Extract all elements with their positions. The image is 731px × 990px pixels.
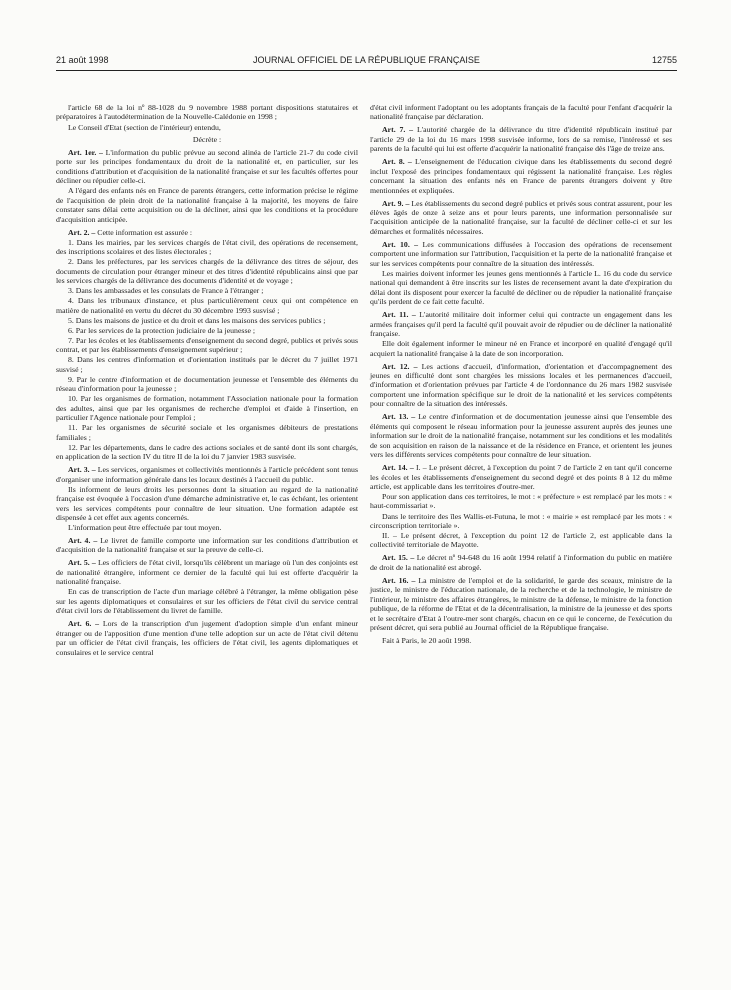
paragraph bbox=[56, 465, 358, 484]
paragraph-text: 1. Dans les mairies, par les services chargés de l'état civil, des opérations de recensement, des inscriptions scolaires et des listes électorales ; bbox=[56, 237, 358, 257]
header-rule bbox=[56, 70, 677, 71]
paragraph-text: L'enseignement de l'éducation civique dans les établissements du second degré inclut l'exposé des principes fondamentaux qui régissent la nationalité française. Les règles concernant la situation des enfants nés en France de parents étrangers doivent y être mentionnées et expliquées. bbox=[370, 157, 672, 195]
article-label: Art. 2. – bbox=[68, 227, 96, 237]
paragraph-text: 12. Par les départements, dans le cadre des actions sociales et de santé dont ils sont chargés, en application de la section IV du titre II de la loi du 7 janvier 1983 susvisée. bbox=[56, 442, 358, 462]
article-label: Art. 16. – bbox=[382, 575, 416, 585]
paragraph-text: 6. Par les services de la protection judiciaire de la jeunesse ; bbox=[68, 325, 256, 335]
paragraph-text: L'information du public prévue au second alinéa de l'article 21-7 du code civil porte sur les principes fondamentaux du droit de la nationalité et, en particulier, sur les conditions d'attribution et d'acquisition de la nationalité française et sur les facultés offertes pour décliner ou répudier celle-ci. bbox=[56, 147, 358, 186]
paragraph-text: Elle doit également informer le mineur né en France et incorporé en qualité d'engagé qu'il acquiert la nationalité française à la date de son incorporation. bbox=[370, 339, 672, 358]
paragraph-text: II. – Le présent décret, à l'exception du point 12 de l'article 2, est applicable dans la collectivité territoriale de Mayotte. bbox=[370, 531, 672, 550]
paragraph-text: 5. Dans les maisons de justice et du droit et dans les maisons des services publics ; bbox=[68, 315, 326, 325]
paragraph bbox=[56, 423, 358, 442]
paragraph bbox=[370, 412, 672, 459]
paragraph bbox=[56, 485, 358, 523]
paragraph bbox=[370, 310, 672, 338]
paragraph bbox=[56, 296, 358, 315]
paragraph-text: Les services, organismes et collectivités mentionnés à l'article précédent sont tenus d'organiser une information générale dans les locaux destinés à l'accueil du public. bbox=[56, 465, 358, 484]
paragraph-text: 11. Par les organismes de sécurité sociale et les organismes débiteurs de prestations familiales ; bbox=[56, 423, 358, 442]
paragraph-text: 3. Dans les ambassades et les consulats de France à l'étranger ; bbox=[68, 286, 264, 296]
paragraph bbox=[56, 587, 358, 615]
article-label: Art. 1er. – bbox=[68, 147, 103, 157]
paragraph-text: l'article 68 de la loi nº 88-1028 du 9 novembre 1988 portant dispositions statutaires et préparatoires à l'autodétermination de la Nouvelle-Calédonie en 1998 ; bbox=[56, 103, 358, 122]
article-label: Art. 13. – bbox=[382, 412, 416, 422]
paragraph-text: Ils informent de leurs droits les personnes dont la situation au regard de la nationalité française est évoquée à l'occasion d'une démarche administrative et, le cas échéant, les orientent vers les services compétents pour connaître de leur situation. Une formation adaptée est dispensée à cet effet aux agents concernés. bbox=[56, 484, 358, 522]
paragraph bbox=[370, 339, 672, 358]
paragraph bbox=[370, 512, 672, 531]
paragraph bbox=[56, 375, 358, 394]
paragraph-text: Dans le territoire des îles Wallis-et-Futuna, le mot : « mairie » est remplacé par les mots : « circonscription territoriale ». bbox=[370, 511, 672, 530]
article-label: Art. 4. – bbox=[68, 535, 98, 545]
paragraph-text: Décrète : bbox=[192, 134, 222, 144]
article-label: Art. 11. – bbox=[382, 310, 416, 320]
paragraph bbox=[370, 103, 672, 122]
paragraph bbox=[56, 103, 358, 122]
paragraph bbox=[56, 257, 358, 285]
paragraph bbox=[56, 286, 358, 295]
article-label: Art. 6. – bbox=[68, 619, 100, 629]
paragraph bbox=[56, 186, 358, 224]
left-column bbox=[56, 103, 358, 658]
paragraph-text: 10. Par les organismes de formation, notamment l'Association nationale pour la formation des adultes, ainsi que par les organismes de recherche d'emploi et d'aide à l'insertion, en particulier l'Agence nationale pour l'emploi ; bbox=[56, 394, 358, 423]
paragraph-text: L'information peut être effectuée par tout moyen. bbox=[68, 523, 222, 533]
paragraph-text: Le Conseil d'Etat (section de l'intérieur) entendu, bbox=[68, 122, 221, 132]
article-label: Art. 12. – bbox=[382, 361, 418, 371]
paragraph bbox=[56, 558, 358, 586]
paragraph bbox=[56, 443, 358, 462]
right-column bbox=[370, 103, 672, 646]
paragraph bbox=[370, 199, 672, 237]
paragraph-text: Lors de la transcription d'un jugement d'adoption simple d'un enfant mineur étranger ou de l'apposition d'une mention d'une telle adoption sur un acte de l'état civil détenu par un officier de l'état civil français, les officiers de l'état civil, les agents diplomatiques et consulaires et le service central bbox=[56, 619, 358, 657]
paragraph-text: Les communications diffusées à l'occasion des opérations de recensement comportent une information sur l'attribution, l'acquisition et la perte de la nationalité française et sur les services compétents pour connaître de la situation des intéressés. bbox=[370, 239, 672, 268]
paragraph bbox=[56, 316, 358, 325]
paragraph bbox=[370, 125, 672, 153]
paragraph-text: 4. Dans les tribunaux d'instance, et plus particulièrement ceux qui ont compétence en matière de nationalité en vertu du décret du 30 décembre 1993 susvisé ; bbox=[56, 296, 358, 315]
paragraph-text: 8. Dans les centres d'information et d'orientation institués par le décret du 7 juillet 1971 susvisé ; bbox=[56, 355, 358, 374]
paragraph bbox=[370, 576, 672, 633]
paragraph bbox=[370, 531, 672, 550]
paragraph-text: Fait à Paris, le 20 août 1998. bbox=[382, 635, 472, 645]
paragraph-text: 7. Par les écoles et les établissements d'enseignement du second degré, publics et privés sous contrat, et par les établissements d'enseignement supérieur ; bbox=[56, 335, 358, 355]
paragraph-text: Cette information est assurée : bbox=[97, 227, 193, 237]
paragraph bbox=[56, 135, 358, 144]
paragraph-text: Les mairies doivent informer les jeunes gens mentionnés à l'article L. 16 du code du service national qui demandent à être inscrits sur les listes de recensement avant la date d'expiration du délai dont ils disposent pour exercer la faculté de décliner ou de répudier la nationalité française qu'ils perdent de ce fait cette faculté. bbox=[370, 268, 672, 307]
paragraph bbox=[370, 269, 672, 307]
paragraph bbox=[56, 394, 358, 422]
article-label: Art. 10. – bbox=[382, 239, 419, 249]
article-label: Art. 14. – bbox=[382, 463, 414, 473]
paragraph bbox=[56, 336, 358, 355]
paragraph bbox=[56, 619, 358, 657]
paragraph-text: En cas de transcription de l'acte d'un mariage célébré à l'étranger, la même obligation pèse sur les agents diplomatiques et consulaires et sur les officiers de l'état civil du service central d'état civil lors de l'établissement du livret de famille. bbox=[56, 587, 358, 616]
paragraph-text: I. – Le présent décret, à l'exception du point 7 de l'article 2 en tant qu'il concerne les écoles et les établissements d'enseignement du second degré et des points 8 à 12 du même article, est applicable dans les territoires d'outre-mer. bbox=[370, 463, 672, 491]
paragraph bbox=[370, 157, 672, 195]
paragraph bbox=[56, 355, 358, 374]
paragraph-text: Le décret nº 94-648 du 16 août 1994 relatif à l'information du public en matière de droit de la nationalité est abrogé. bbox=[370, 553, 672, 572]
paragraph bbox=[56, 536, 358, 555]
paragraph-text: L'autorité militaire doit informer celui qui contracte un engagement dans les armées françaises qu'il perd la faculté qu'il pouvait avoir de répudier ou de décliner la nationalité française. bbox=[370, 310, 672, 339]
paragraph bbox=[56, 238, 358, 257]
paragraph bbox=[56, 123, 358, 132]
paragraph bbox=[370, 553, 672, 572]
paragraph-text: La ministre de l'emploi et de la solidarité, le garde des sceaux, ministre de la justice, le ministre de l'éducation nationale, de la recherche et de la technologie, le ministre de l'intérieur, le ministre des affaires étrangères, le ministre de la défense, le ministre de la fonction publique, de la réforme de l'Etat et de la décentralisation, la ministre de la jeunesse et des sports et le secrétaire d'Etat à l'outre-mer sont chargés, chacun en ce qui le concerne, de l'exécution du présent décret, qui sera publié au Journal officiel de la République française. bbox=[370, 575, 672, 633]
paragraph-text: 9. Par le centre d'information et de documentation jeunesse et l'ensemble des éléments du réseau d'information pour la jeunesse ; bbox=[56, 374, 358, 394]
paragraph-text: Les établissements du second degré publics et privés sous contrat assurent, pour les élèves âgés de onze à seize ans et pour leurs parents, une information personnalisée sur l'acquisition anticipée de la nationalité française, sur la faculté de décliner celle-ci et sur les démarches et formalités nécessaires. bbox=[370, 198, 672, 236]
header-page-number: 12755 bbox=[651, 55, 677, 65]
article-label: Art. 7. – bbox=[382, 125, 414, 135]
paragraph bbox=[370, 636, 672, 645]
paragraph-text: Les actions d'accueil, d'information, d'orientation et d'accompagnement des jeunes en difficulté dont sont chargées les missions locales et les permanences d'accueil, d'information et d'orientation prévues par l'article 4 de l'ordonnance du 26 mars 1982 susvisée comportent une information spécifique sur le droit de la nationalité et les services compétents pour connaître de la situation des intéressés. bbox=[370, 361, 672, 409]
paragraph-text: L'autorité chargée de la délivrance du titre d'identité républicain institué par l'article 29 de la loi du 16 mars 1998 susvisée informe, lors de sa remise, l'intéressé et ses parents de la faculté qui lui est offerte d'acquérir la nationalité française dès l'âge de treize ans. bbox=[370, 125, 672, 154]
paragraph-text: 2. Dans les préfectures, par les services chargés de la délivrance des titres de séjour, des documents de circulation pour étranger mineur et des titres d'identité républicains ainsi que par les services chargés de la délivrance des documents d'identité et de voyage ; bbox=[56, 257, 358, 286]
paragraph bbox=[370, 463, 672, 491]
paragraph bbox=[56, 326, 358, 335]
paragraph-text: Le livret de famille comporte une information sur les conditions d'attribution et d'acquisition de la nationalité française et sur la preuve de celle-ci. bbox=[56, 535, 358, 555]
paragraph-text: d'état civil informent l'adoptant ou les adoptants français de la faculté pour l'enfant d'acquérir la nationalité française par déclaration. bbox=[370, 103, 672, 122]
paragraph bbox=[370, 362, 672, 409]
paragraph bbox=[370, 492, 672, 511]
article-label: Art. 15. – bbox=[382, 553, 415, 563]
paragraph bbox=[56, 148, 358, 186]
article-label: Art. 9. – bbox=[382, 198, 410, 208]
paragraph-text: Pour son application dans ces territoires, le mot : « préfecture » est remplacé par les mots : « haut-commissariat ». bbox=[370, 492, 672, 511]
paragraph bbox=[56, 228, 358, 237]
paragraph bbox=[56, 523, 358, 532]
header-title: JOURNAL OFFICIEL DE LA RÉPUBLIQUE FRANÇAISE bbox=[253, 55, 480, 65]
paragraph-text: Les officiers de l'état civil, lorsqu'ils célèbrent un mariage où l'un des conjoints est de nationalité étrangère, informent ce dernier de la faculté qui lui est offerte d'acquérir la nationalité française. bbox=[56, 558, 358, 587]
article-label: Art. 8. – bbox=[382, 157, 412, 167]
paragraph bbox=[370, 240, 672, 268]
page-header bbox=[56, 55, 677, 69]
paragraph-text: Le centre d'information et de documentation jeunesse ainsi que l'ensemble des éléments qui composent le réseau information pour la jeunesse assurent auprès des jeunes une information sur le droit de la nationalité française, notamment sur les conditions et les modalités de son acquisition en raison de la naissance et de la résidence en France, et orientent les jeunes vers les différents services compétents pour connaître de leur situation. bbox=[370, 412, 673, 460]
article-label: Art. 5. – bbox=[68, 558, 96, 568]
article-label: Art. 3. – bbox=[68, 465, 96, 475]
paragraph-text: A l'égard des enfants nés en France de parents étrangers, cette information précise le régime de l'acquisition de plein droit de la nationalité française à la majorité, les moyens de faire constater sans délai cette acquisition ou de la décliner, ainsi que les conditions et la procédure d'acquisition anticipée. bbox=[56, 186, 358, 224]
header-date: 21 août 1998 bbox=[56, 55, 109, 65]
